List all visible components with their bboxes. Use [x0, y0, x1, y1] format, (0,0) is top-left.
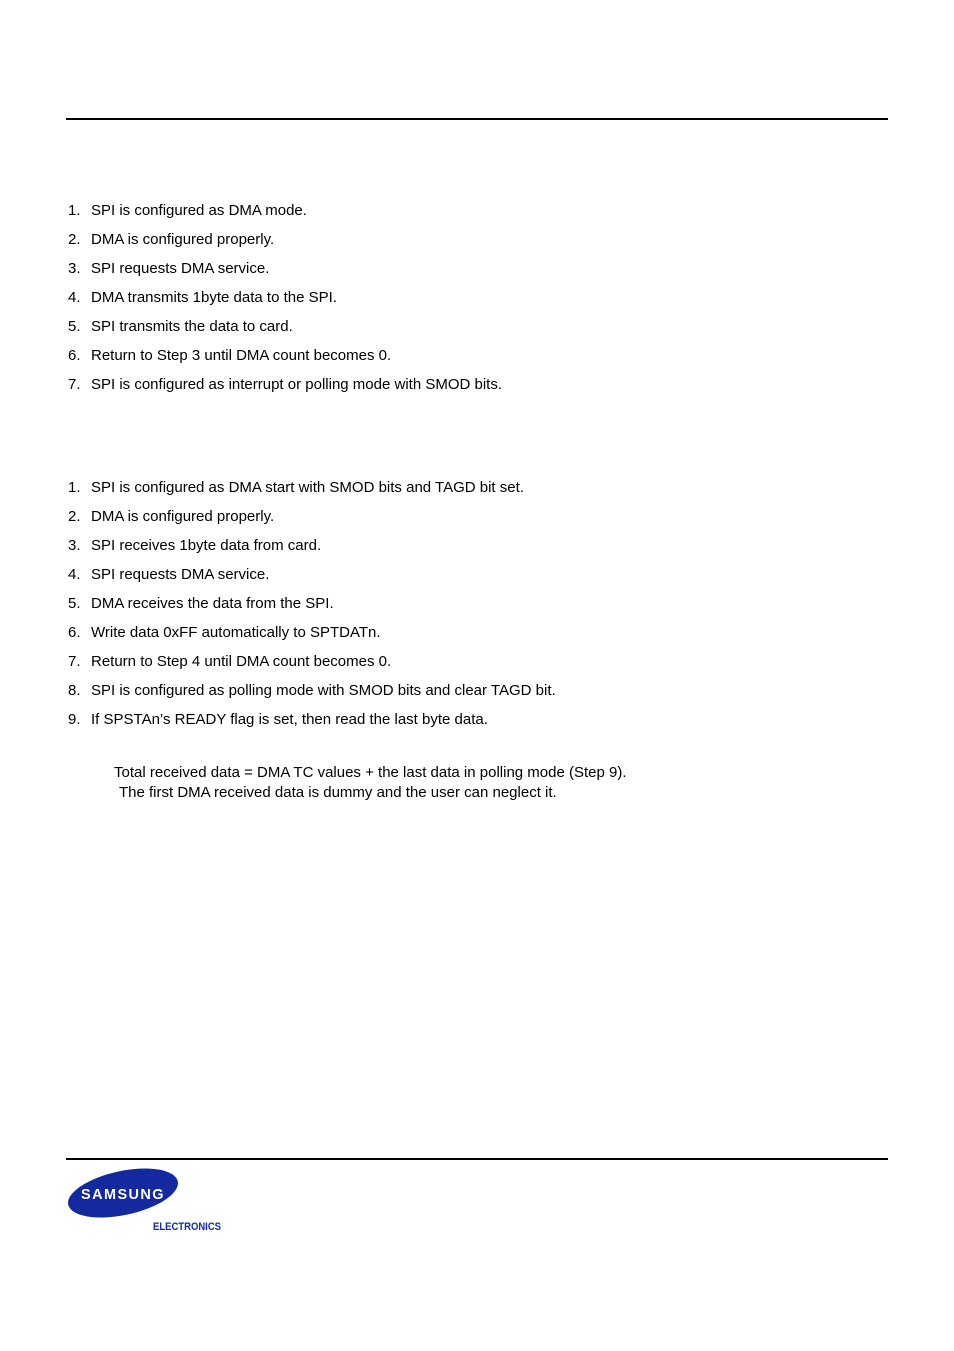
step-text: SPI transmits the data to card. [91, 318, 293, 335]
step-text: Write data 0xFF automatically to SPTDATn. [91, 624, 381, 641]
step-text: SPI is configured as DMA start with SMOD bits and TAGD bit set. [91, 479, 524, 496]
step-item [68, 537, 556, 566]
step-item [68, 231, 502, 260]
step-number: 9. [68, 711, 81, 728]
step-item [68, 682, 556, 711]
step-number: 3. [68, 260, 81, 277]
step-number: 5. [68, 595, 81, 612]
step-item [68, 260, 502, 289]
step-item [68, 653, 556, 682]
note-dummy-data: The first DMA received data is dummy and the user can neglect it. [119, 784, 557, 801]
step-text: DMA is configured properly. [91, 231, 275, 248]
step-number: 6. [68, 347, 81, 364]
dma-transmit-steps [68, 202, 502, 405]
step-item [68, 318, 502, 347]
step-item [68, 347, 502, 376]
step-text: SPI is configured as polling mode with SMOD bits and clear TAGD bit. [91, 682, 556, 699]
step-item [68, 508, 556, 537]
step-item [68, 202, 502, 231]
step-item [68, 376, 502, 405]
step-number: 7. [68, 653, 81, 670]
step-number: 7. [68, 376, 81, 393]
step-text: DMA is configured properly. [91, 508, 275, 525]
step-number: 6. [68, 624, 81, 641]
step-text: If SPSTAn’s READY flag is set, then read the last byte data. [91, 711, 488, 728]
step-number: 2. [68, 508, 81, 525]
step-text: Return to Step 4 until DMA count becomes 0. [91, 653, 392, 670]
step-item [68, 624, 556, 653]
logo-wordmark: SAMSUNG [81, 1186, 165, 1203]
step-number: 4. [68, 566, 81, 583]
step-number: 3. [68, 537, 81, 554]
step-number: 4. [68, 289, 81, 306]
step-item [68, 595, 556, 624]
step-text: DMA receives the data from the SPI. [91, 595, 334, 612]
step-item [68, 566, 556, 595]
step-item [68, 289, 502, 318]
header-rule [66, 118, 888, 120]
step-text: Return to Step 3 until DMA count becomes 0. [91, 347, 392, 364]
step-text: SPI is configured as DMA mode. [91, 202, 307, 219]
logo-subtitle: ELECTRONICS [153, 1221, 221, 1233]
step-number: 2. [68, 231, 81, 248]
step-text: SPI requests DMA service. [91, 260, 270, 277]
dma-receive-steps [68, 479, 556, 740]
samsung-logo [66, 1166, 226, 1236]
step-item [68, 711, 556, 740]
step-number: 1. [68, 479, 81, 496]
step-text: DMA transmits 1byte data to the SPI. [91, 289, 337, 306]
step-number: 1. [68, 202, 81, 219]
step-item [68, 479, 556, 508]
note-total-received: Total received data = DMA TC values + the last data in polling mode (Step 9). [114, 764, 627, 781]
step-text: SPI receives 1byte data from card. [91, 537, 322, 554]
footer-rule [66, 1158, 888, 1160]
step-number: 5. [68, 318, 81, 335]
step-text: SPI is configured as interrupt or polling mode with SMOD bits. [91, 376, 503, 393]
step-number: 8. [68, 682, 81, 699]
step-text: SPI requests DMA service. [91, 566, 270, 583]
